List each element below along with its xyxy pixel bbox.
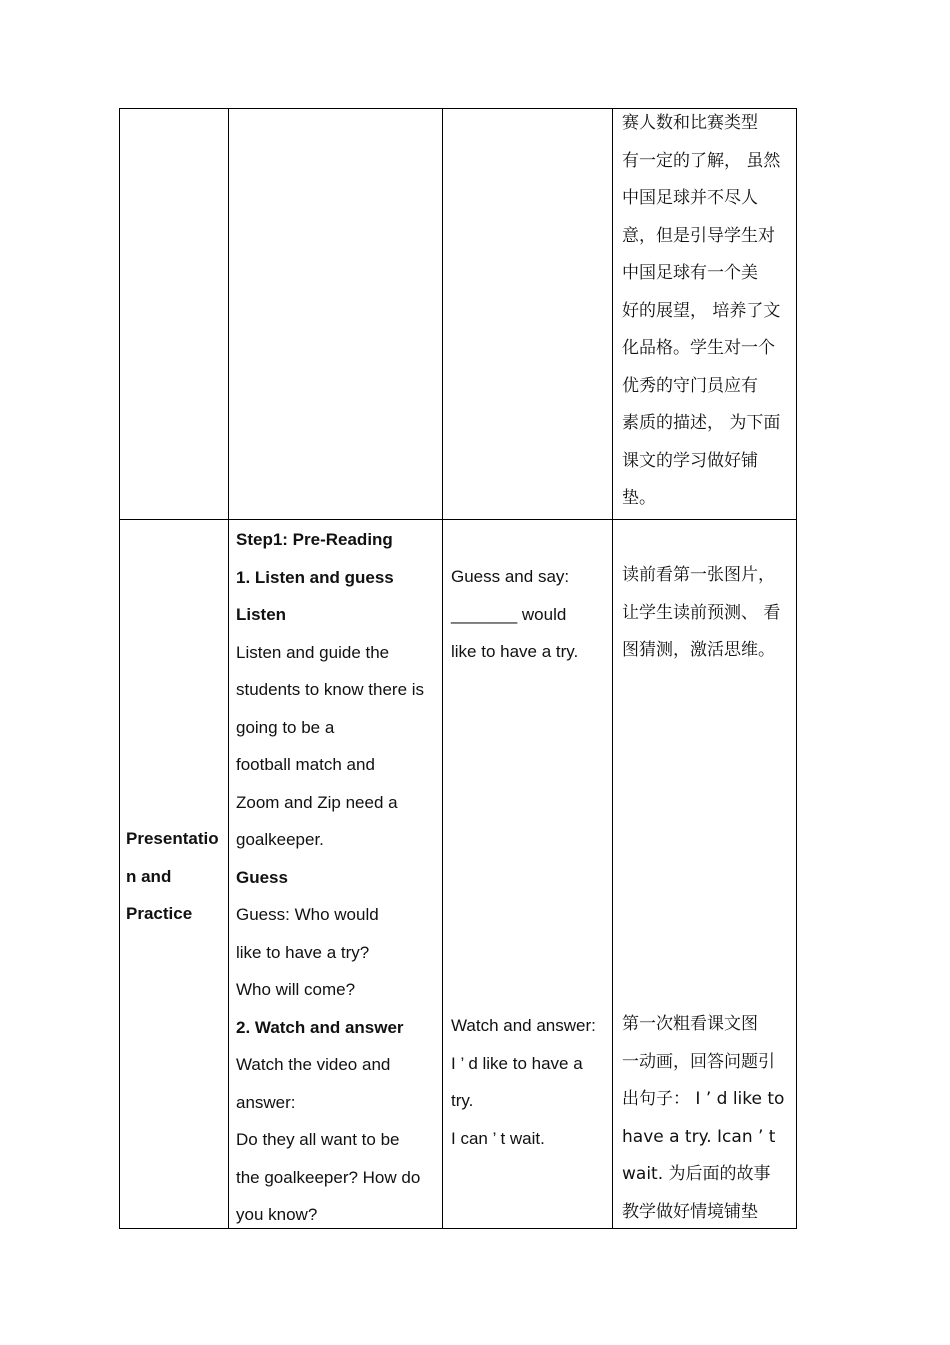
purpose-line: have a try. Ican ’ t [622, 1126, 776, 1147]
activity-line: Zoom and Zip need a [236, 792, 398, 812]
row1-purpose-cell [622, 105, 780, 518]
activity-line: Step1: Pre-Reading [236, 530, 393, 549]
purpose-line: 让学生读前预测、 看 [622, 602, 781, 623]
purpose-line: 意，但是引导学生对 [622, 225, 775, 246]
activity-line: Listen [236, 605, 287, 624]
stage-label-line: Practice [126, 904, 193, 923]
purpose-line: 素质的描述， 为下面 [622, 413, 781, 433]
student-line: Guess and say: [451, 567, 570, 586]
stage-label-line: n and [126, 866, 172, 886]
activity-line: Who will come? [236, 980, 356, 999]
stage-label-line: Presentatio [126, 829, 219, 848]
student-line: like to have a try. [451, 642, 579, 661]
student-activity-watch [451, 1007, 596, 1157]
purpose-line: 化品格。学生对一个 [622, 338, 775, 358]
activity-line: going to be a [236, 717, 335, 737]
column-divider-1 [228, 108, 229, 1229]
activity-line: you know? [236, 1205, 318, 1224]
activity-line: Guess: Who would [236, 905, 379, 924]
table-border-right [796, 108, 797, 1229]
student-line: try. [451, 1091, 474, 1110]
student-line: _______ would [451, 604, 567, 624]
purpose-line: 读前看第一张图片， [622, 565, 775, 585]
purpose-line: wait. 为后面的故事 [622, 1164, 771, 1184]
student-line: Watch and answer: [451, 1016, 596, 1035]
purpose-line: 教学做好情境铺垫 [622, 1201, 758, 1222]
activity-line: answer: [236, 1092, 296, 1112]
purpose-line: 赛人数和比赛类型 [622, 113, 758, 133]
lesson-plan-table [119, 108, 797, 1229]
purpose-line: 垫。 [622, 488, 656, 508]
purpose-watch [622, 1006, 784, 1231]
purpose-prediction [622, 557, 780, 670]
purpose-line: 第一次粗看课文图 [622, 1014, 758, 1034]
purpose-line: 中国足球并不尽人 [622, 188, 758, 208]
purpose-line: 课文的学习做好铺 [622, 450, 758, 471]
table-border-left [119, 108, 120, 1229]
purpose-line: 好的展望， 培养了文 [622, 300, 781, 321]
purpose-line: 一动画，回答问题引 [622, 1051, 775, 1072]
activity-line: like to have a try? [236, 942, 370, 962]
activity-line: 1. Listen and guess [236, 567, 394, 587]
activity-line: Guess [236, 867, 288, 887]
activity-line: students to know there is [236, 680, 425, 699]
activity-line: goalkeeper. [236, 830, 324, 849]
teacher-activity-cell [236, 521, 424, 1234]
purpose-line: 优秀的守门员应有 [622, 375, 758, 396]
purpose-line: 图猜测，激活思维。 [622, 640, 775, 660]
student-activity-guess [451, 558, 578, 671]
column-divider-2 [442, 108, 443, 1229]
row-divider [119, 519, 797, 520]
activity-line: 2. Watch and answer [236, 1017, 404, 1037]
purpose-line: 出句子： I ’ d like to [622, 1089, 785, 1109]
activity-line: Do they all want to be [236, 1130, 400, 1149]
stage-cell [126, 820, 219, 933]
activity-line: Watch the video and [236, 1055, 391, 1074]
activity-line: Listen and guide the [236, 642, 390, 662]
activity-line: the goalkeeper? How do [236, 1167, 421, 1187]
student-line: I ’ d like to have a [451, 1053, 583, 1073]
purpose-line: 中国足球有一个美 [622, 263, 758, 283]
student-line: I can ’ t wait. [451, 1128, 545, 1148]
purpose-line: 有一定的了解， 虽然 [622, 150, 781, 171]
column-divider-3 [612, 108, 613, 1229]
activity-line: football match and [236, 755, 375, 774]
